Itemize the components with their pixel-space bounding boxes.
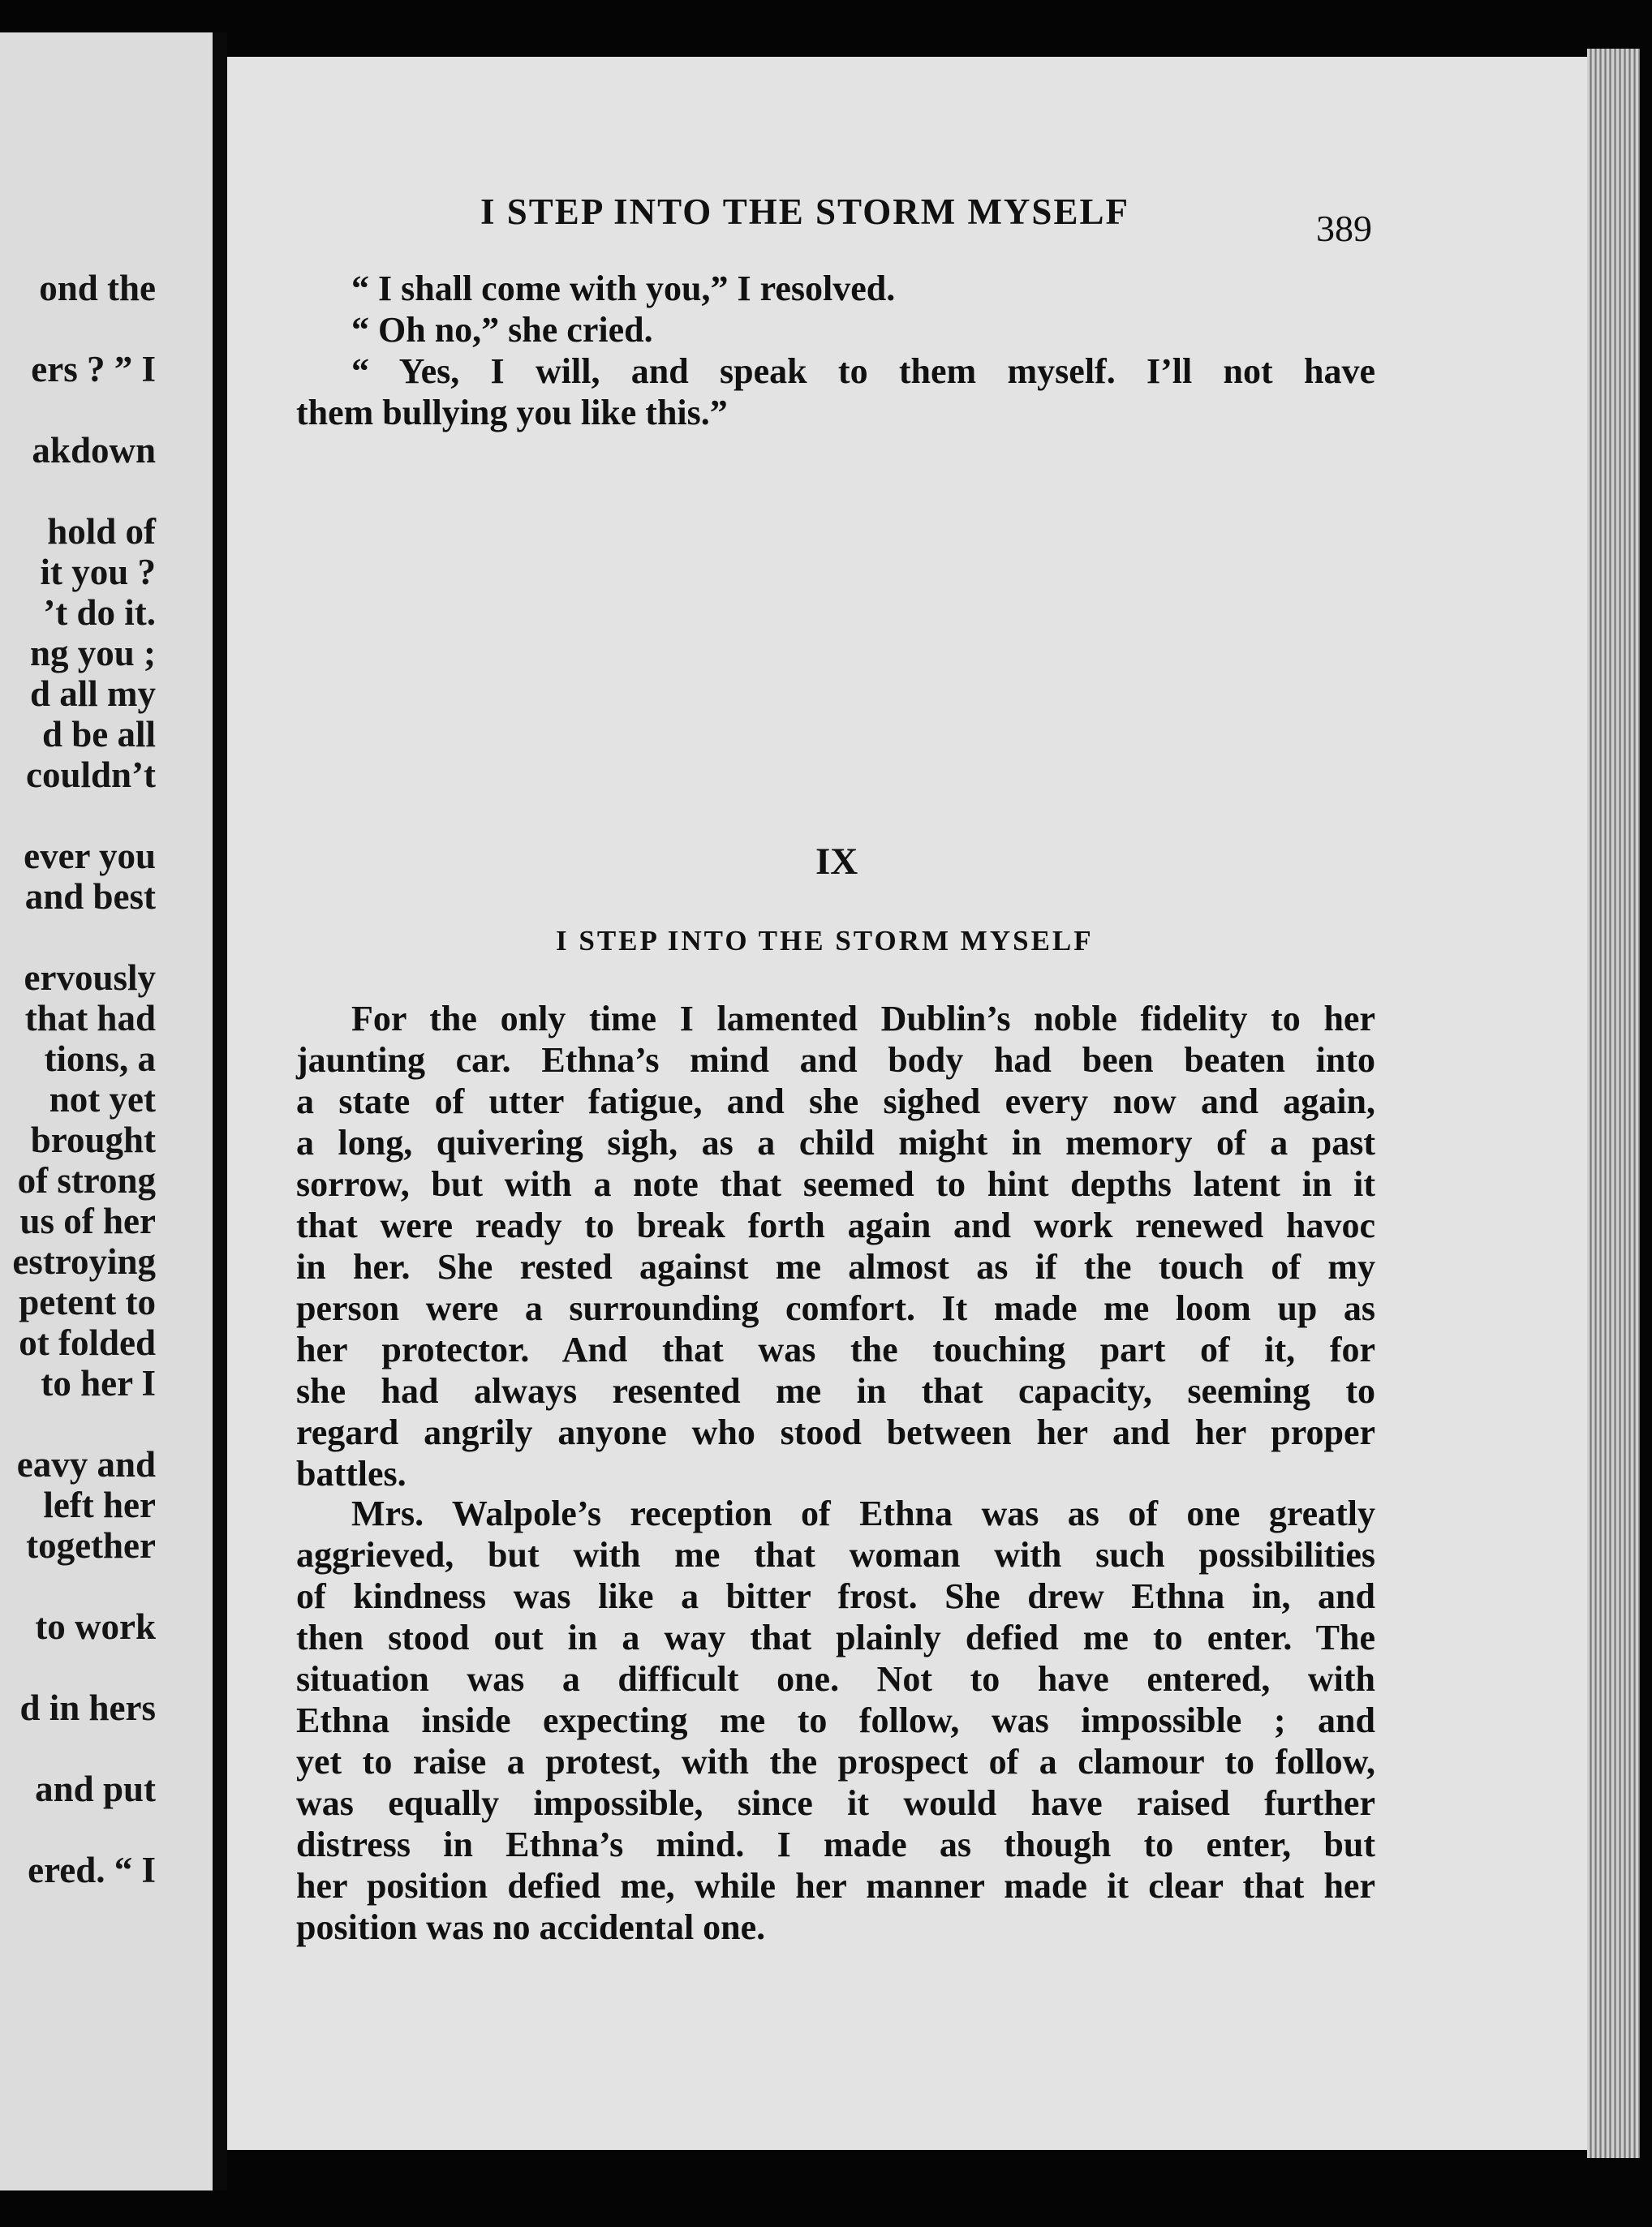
text-line: she had always resented me in that capacity, seeming to xyxy=(296,1371,1375,1411)
facing-page-line: ot folded xyxy=(19,1322,156,1363)
page-number: 389 xyxy=(1316,208,1372,249)
facing-page-line: akdown xyxy=(32,430,156,471)
facing-page-line: tions, a xyxy=(44,1038,156,1079)
text-line: battles. xyxy=(296,1454,407,1494)
facing-page-line: petent to xyxy=(19,1282,156,1322)
paragraph-1 xyxy=(296,998,1375,1494)
facing-page-line: estroying xyxy=(12,1241,156,1282)
chapter-number: IX xyxy=(815,840,858,883)
text-line: sorrow, but with a note that seemed to hint depths latent in it xyxy=(296,1164,1375,1204)
text-line: them bullying you like this.” xyxy=(296,393,728,432)
text-line: in her. She rested against me almost as if the touch of my xyxy=(296,1247,1375,1287)
facing-page-line: left her xyxy=(43,1485,156,1525)
text-line: “ I shall come with you,” I resolved. xyxy=(351,269,896,308)
facing-page-line: ever you xyxy=(24,836,156,876)
facing-page-line: of strong xyxy=(17,1160,156,1201)
text-line: situation was a difficult one. Not to have entered, with xyxy=(296,1659,1375,1699)
facing-page-line: d all my xyxy=(29,673,156,714)
text-line: that were ready to break forth again and work renewed havoc xyxy=(296,1206,1375,1245)
text-line: a long, quivering sigh, as a child might in memory of a past xyxy=(296,1123,1375,1163)
facing-page-line: it you ? xyxy=(40,552,156,592)
facing-page-line: to her I xyxy=(41,1363,156,1404)
text-line: jaunting car. Ethna’s mind and body had been beaten into xyxy=(296,1040,1375,1080)
running-head: I STEP INTO THE STORM MYSELF xyxy=(480,191,1129,232)
text-line: position was no accidental one. xyxy=(296,1907,766,1947)
text-line: “ Oh no,” she cried. xyxy=(351,310,653,350)
facing-page-line: ers ? ” I xyxy=(31,349,156,389)
opening-dialogue xyxy=(296,268,1375,433)
facing-page-line: brought xyxy=(30,1120,156,1160)
facing-page-line: eavy and xyxy=(16,1444,156,1485)
text-line: “ Yes, I will, and speak to them myself. I’ll not have xyxy=(351,351,1375,391)
chapter-title: I STEP INTO THE STORM MYSELF xyxy=(556,925,1094,957)
book-gutter xyxy=(213,32,227,2190)
facing-page-line: d in hers xyxy=(19,1687,156,1728)
text-line: a state of utter fatigue, and she sighed every now and again, xyxy=(296,1081,1375,1121)
text-line: her protector. And that was the touching part of it, for xyxy=(296,1330,1375,1369)
facing-page xyxy=(0,32,213,2190)
text-line: then stood out in a way that plainly defied me to enter. The xyxy=(296,1618,1375,1657)
facing-page-line: ’t do it. xyxy=(43,592,156,633)
page-edges xyxy=(1587,49,1640,2158)
text-line: distress in Ethna’s mind. I made as though to enter, but xyxy=(296,1825,1375,1864)
text-line: Ethna inside expecting me to follow, was impossible ; and xyxy=(296,1700,1375,1740)
facing-page-line: us of her xyxy=(19,1201,156,1241)
facing-page-line: and best xyxy=(24,876,156,917)
text-line: aggrieved, but with me that woman with such possibilities xyxy=(296,1535,1375,1575)
facing-page-line: couldn’t xyxy=(25,755,156,795)
text-line: Mrs. Walpole’s reception of Ethna was as of one greatly xyxy=(351,1494,1375,1533)
text-line: regard angrily anyone who stood between her and her proper xyxy=(296,1412,1375,1452)
text-line: person were a surrounding comfort. It made me loom up as xyxy=(296,1288,1375,1328)
text-line: of kindness was like a bitter frost. She drew Ethna in, and xyxy=(296,1576,1375,1616)
facing-page-line: ervously xyxy=(24,957,156,998)
facing-page-line: together xyxy=(26,1525,156,1566)
text-line: was equally impossible, since it would have raised further xyxy=(296,1783,1375,1823)
facing-page-line: and put xyxy=(35,1769,156,1809)
text-line: yet to raise a protest, with the prospect of a clamour to follow, xyxy=(296,1742,1375,1782)
facing-page-line: to work xyxy=(35,1606,156,1647)
facing-page-line: not yet xyxy=(49,1079,156,1120)
text-line: For the only time I lamented Dublin’s noble fidelity to her xyxy=(351,999,1375,1038)
facing-page-line: ond the xyxy=(39,268,156,308)
text-line: her position defied me, while her manner made it clear that her xyxy=(296,1866,1375,1906)
facing-page-line: that had xyxy=(24,998,156,1038)
facing-page-line: hold of xyxy=(47,511,156,552)
facing-page-line: ng you ; xyxy=(29,633,156,673)
facing-page-line: d be all xyxy=(41,714,156,755)
facing-page-line: ered. “ I xyxy=(28,1850,156,1890)
paragraph-2 xyxy=(296,1493,1375,1948)
